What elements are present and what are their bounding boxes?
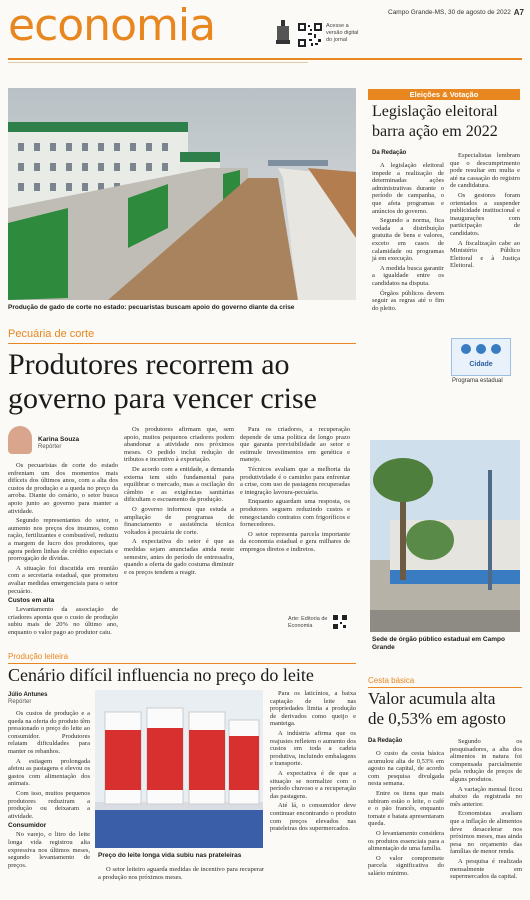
paragraph: Especialistas lembram que o descumprimento pode resultar em multa e até na cassação do registro de candidatura. (450, 152, 520, 190)
sidebar-photo-caption: Sede de órgão público estadual em Campo Grande (372, 636, 505, 651)
paragraph: Com isso, muitos pequenos produtores reduziram a produção ou deixaram a atividade. (8, 789, 90, 820)
paragraph: Os gestores foram orientados a suspender publicidade institucional e inaugurações com participação de candidatos. (450, 191, 520, 237)
sidebar-byline: Da Redação (372, 150, 407, 156)
main-headline-line2: governo para vencer crise (8, 382, 317, 415)
date-line (388, 8, 524, 17)
program-logo (451, 338, 511, 376)
date-text: Campo Grande-MS, 30 de agosto de 2022 (388, 9, 511, 16)
paragraph: A legislação eleitoral impede a realização de determinadas ações administrativas durante o período de campanha, o que afeta programas e anúncios do governo. (372, 162, 444, 215)
main-column-1 (8, 462, 118, 636)
public-building-photo (370, 440, 520, 632)
kicker-rule (8, 343, 356, 344)
qr-caption: Acesse a versão digital do jornal (326, 23, 359, 43)
cesta-column-1 (368, 750, 444, 900)
art-credit: Arte: Editoria de Economia (288, 616, 328, 629)
paragraph: A variação mensal ficou abaixo da registrada no mês anterior. (450, 785, 522, 808)
paragraph: A medida busca garantir a igualdade entre os candidatos na disputa. (372, 264, 444, 287)
paragraph: No varejo, o litro do leite longa vida registrou alta expressiva nos últimos meses, segundo levantamento de preços. (8, 831, 90, 869)
main-column-2 (124, 426, 234, 632)
paragraph: O setor leiteiro aguarda medidas de incentivo para recuperar a produção nos próximos meses. (98, 866, 264, 881)
paragraph: Os produtores afirmam que, sem apoio, muitos pequenos criadores podem abandonar a atividade nos próximos meses. O pedido inclui redução de tributos e incentivo à exportação. (124, 426, 234, 464)
paragraph: Entre os itens que mais subiram estão o leite, o café e o pão francês, enquanto tomate e batata apresentaram queda. (368, 789, 444, 828)
header-rule (8, 58, 522, 60)
sidebar-headline-line1: Legislação eleitoral (372, 103, 498, 120)
cesta-headline-line1: Valor acumula alta (368, 689, 496, 708)
paragraph: Enquanto aguardam uma resposta, os produtores seguem reduzindo custos e renegociando contratos com frigoríficos e fornecedores. (240, 498, 350, 529)
milk-byline-name: Júlio Antunes (8, 692, 48, 698)
author-box (8, 426, 118, 456)
milk-cartons-photo (95, 690, 263, 848)
paragraph: Até lá, o consumidor deve continuar encontrando o produto com preços elevados nas prateleiras dos supermercados. (270, 802, 356, 833)
sidebar-column-2 (450, 152, 520, 332)
main-headline-line1: Produtores recorrem ao (8, 348, 290, 381)
paragraph: Órgãos públicos devem seguir as regras até o fim do pleito. (372, 289, 444, 312)
sidebar-column-1 (372, 162, 444, 422)
header-thin-rule (8, 62, 308, 63)
sidebar-headline-line2: barra ação em 2022 (372, 123, 498, 140)
paragraph: Segundo os pesquisadores, a alta dos alimentos in natura foi compensada parcialmente pela redução de preços de alguns produtos. (450, 738, 522, 783)
qr-code-icon[interactable] (297, 22, 323, 48)
cesta-column-2 (450, 738, 522, 900)
cesta-byline: Da Redação (368, 738, 403, 744)
subheading: Consumidor (8, 822, 47, 830)
page-number: A7 (513, 8, 524, 17)
avatar (8, 426, 32, 454)
paragraph: De acordo com a entidade, a demanda externa tem sido fundamental para equilibrar o mercado, mas a oscilação do câmbio e as exigências sanitárias dificultam o escoamento da produção. (124, 465, 234, 504)
logo-text: Cidade (469, 361, 493, 368)
milk-photo-caption: Preço do leite longa vida subiu nas prateleiras (98, 852, 242, 859)
paragraph: A estiagem prolongada afetou as pastagens e elevou os gastos com alimentação dos animais. (8, 757, 90, 788)
paragraph: A situação foi discutida em reunião com a secretaria estadual, que prometeu avaliar medidas emergenciais para o setor pecuário. (8, 564, 118, 595)
paragraph: O valor compromete parcela significativa do salário mínimo. (368, 854, 444, 877)
paragraph: O governo informou que estuda a ampliação de programas de financiamento e assistência técnica voltados à pecuária de corte. (124, 505, 234, 536)
milk-headline: Cenário difícil influencia no preço do leite (8, 665, 314, 685)
logo-caption: Programa estadual (452, 378, 503, 384)
qr-code-icon[interactable] (332, 614, 348, 630)
paragraph: O setor representa parcela importante da economia estadual e gera milhares de empregos diretos e indiretos. (240, 530, 350, 553)
milk-byline-role: Repórter (8, 699, 32, 705)
paragraph: A fiscalização cabe ao Ministério Público Eleitoral e à Justiça Eleitoral. (450, 239, 520, 270)
paragraph: A expectativa é de que a situação se normalize com o período chuvoso e a recuperação das pastagens. (270, 769, 356, 800)
paragraph: Para os laticínios, a baixa captação de leite nas propriedades limita a produção de derivados como queijo e manteiga. (270, 690, 356, 728)
cattle-facility-photo (8, 88, 356, 300)
milk-kicker: Produção leiteira (8, 652, 69, 661)
museum-icon (276, 20, 290, 46)
paragraph: Para os criadores, a recuperação depende de uma política de longo prazo que garanta previsibilidade ao setor e estimule investimentos em genética e manejo. (240, 426, 350, 464)
main-column-3 (240, 426, 350, 602)
paragraph: Levantamento da associação de criadores aponta que o custo de produção subiu mais de 20% no último ano, enquanto o valor pago ao produtor caiu. (8, 606, 118, 636)
paragraph: Os pecuaristas de corte do estado enfrentam um dos momentos mais difíceis dos últimos anos, com a alta dos custos de produção e a queda no preço da arroba. Diante do cenário, o setor busca apoio junto ao governo para manter a atividade. (8, 462, 118, 515)
main-kicker: Pecuária de corte (8, 328, 95, 340)
milk-column-3 (270, 690, 356, 900)
author-role: Repórter (38, 444, 62, 450)
paragraph: Economistas avaliam que a inflação de alimentos deve desacelerar nos próximos meses, mas ainda pesa no orçamento das famílias de menor renda. (450, 810, 522, 856)
paragraph: A expectativa do setor é que as medidas sejam anunciadas ainda neste semestre, antes do período de entressafra, quando a oferta de gado costuma diminuir e os preços tendem a reagir. (124, 538, 234, 576)
paragraph: A indústria afirma que os reajustes refletem o aumento dos custos em toda a cadeia produtiva, incluindo embalagens e transporte. (270, 729, 356, 768)
paragraph: O custo da cesta básica acumulou alta de 0,53% em agosto na capital, de acordo com pesquisa divulgada nesta semana. (368, 750, 444, 788)
author-name: Karina Souza (38, 436, 80, 443)
cesta-kicker: Cesta básica (368, 676, 415, 685)
paragraph: O levantamento considera os produtos essenciais para a alimentação de uma família. (368, 829, 444, 853)
paragraph: A pesquisa é realizada mensalmente em supermercados da capital. (450, 857, 522, 881)
paragraph: Segundo representantes do setor, o aumento nos preços dos insumos, como ração, fertilizantes e combustível, reduziu a margem de lucro dos produtores, que agora pedem linhas de crédito especiais e prorrogação de dívidas. (8, 517, 118, 563)
paragraph: Os custos de produção e a queda na oferta do produto têm pressionado o preço do leite ao consumidor. Produtores relatam dificuldades para manter os rebanhos. (8, 710, 90, 755)
paragraph: Técnicos avaliam que a melhoria da produtividade é o caminho para enfrentar a crise, com uso de pastagens recuperadas e integração lavoura-pecuária. (240, 465, 350, 496)
milk-kicker-rule (8, 663, 356, 664)
sidebar-tag: Eleições & Votação (368, 89, 520, 100)
section-title: economia (8, 0, 216, 51)
subheading: Custos em alta (8, 597, 55, 605)
paragraph: Segundo a norma, fica vedada a distribuição gratuita de bens e valores, exceto em casos de calamidade ou programas já em execução. (372, 217, 444, 263)
milk-column-1 (8, 710, 90, 900)
cesta-headline-line2: de 0,53% em agosto (368, 709, 506, 728)
photo-caption: Produção de gado de corte no estado: pecuaristas buscam apoio do governo diante da crise (8, 304, 295, 311)
milk-under-photo (98, 866, 264, 900)
cesta-kicker-rule (368, 687, 522, 688)
